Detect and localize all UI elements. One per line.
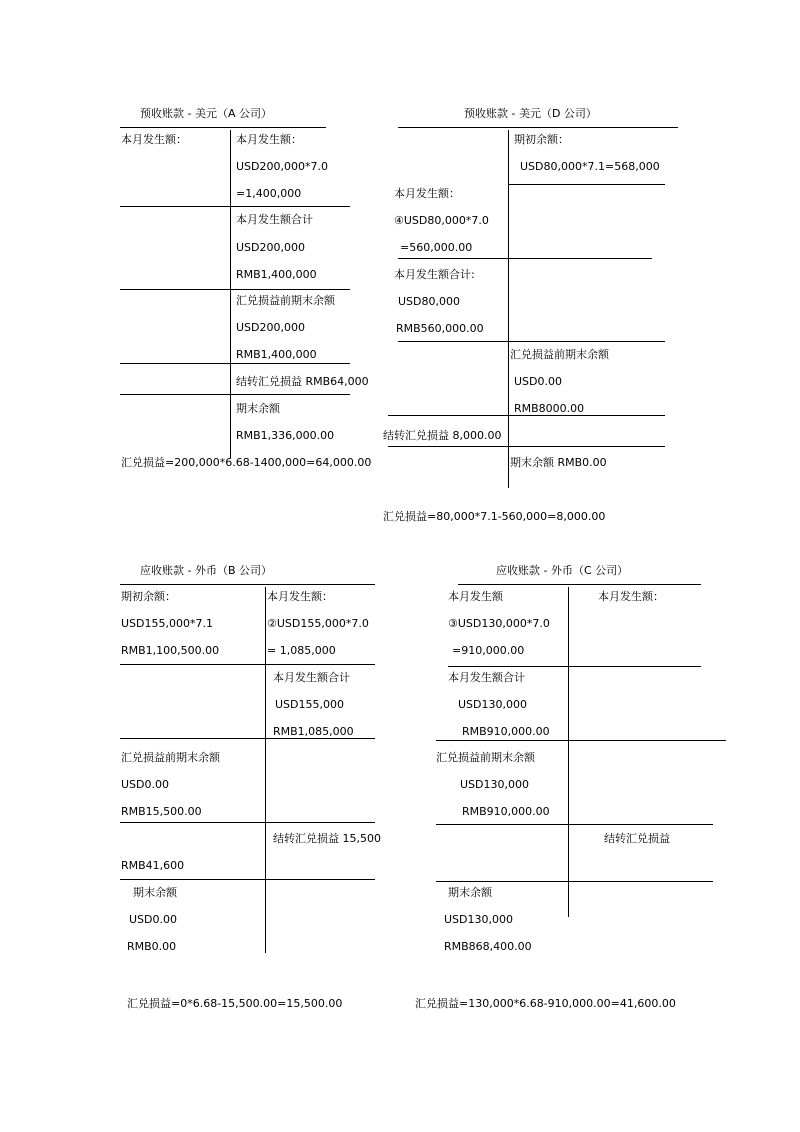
account-c-total-rmb: RMB910,000.00 bbox=[462, 725, 550, 738]
account-a-rule bbox=[120, 363, 350, 364]
account-a-total-label: 本月发生额合计 bbox=[236, 213, 313, 226]
account-a-end-balance-rmb: RMB1,336,000.00 bbox=[236, 429, 335, 442]
account-c-pre-balance-rmb: RMB910,000.00 bbox=[462, 805, 550, 818]
account-d-rule bbox=[398, 258, 652, 259]
account-d-transfer: 结转汇兑损益 8,000.00 bbox=[383, 429, 502, 442]
account-b-fx-calc: 汇兑损益=0*6.68-15,500.00=15,500.00 bbox=[127, 997, 343, 1010]
account-b-total-label: 本月发生额合计 bbox=[273, 671, 350, 684]
account-d-pre-balance-label: 汇兑损益前期末余额 bbox=[510, 348, 609, 361]
account-c-title: 应收账款 - 外币（C 公司） bbox=[496, 564, 629, 577]
account-a-rule bbox=[120, 394, 350, 395]
account-b-pre-balance-label: 汇兑损益前期末余额 bbox=[121, 751, 220, 764]
account-a-entry-result: =1,400,000 bbox=[236, 187, 302, 200]
account-c-entry-result: =910,000.00 bbox=[452, 644, 525, 657]
account-d-end-balance: 期末余额 RMB0.00 bbox=[510, 456, 607, 469]
account-d-opening-label: 期初余额： bbox=[514, 133, 569, 146]
account-b-transfer-amount: RMB41,600 bbox=[121, 859, 185, 872]
account-d-title: 预收账款 - 美元（D 公司） bbox=[464, 107, 597, 120]
account-a-t-divider bbox=[230, 130, 231, 458]
account-b-rule bbox=[120, 879, 375, 880]
account-a-entry-formula: USD200,000*7.0 bbox=[236, 160, 328, 173]
account-d-total-usd: USD80,000 bbox=[398, 295, 460, 308]
account-d-pre-balance-rmb: RMB8000.00 bbox=[514, 402, 585, 415]
account-c-rule bbox=[436, 824, 713, 825]
account-b-total-rmb: RMB1,085,000 bbox=[273, 725, 354, 738]
account-a-transfer: 结转汇兑损益 RMB64,000 bbox=[236, 375, 369, 388]
account-c-rule bbox=[436, 881, 713, 882]
account-c-entry-formula: ③USD130,000*7.0 bbox=[448, 617, 550, 630]
account-b-pre-balance-rmb: RMB15,500.00 bbox=[121, 805, 202, 818]
account-b-opening-usd: USD155,000*7.1 bbox=[121, 617, 213, 630]
account-d-total-label: 本月发生额合计: bbox=[394, 268, 475, 281]
account-c-total-usd: USD130,000 bbox=[458, 698, 527, 711]
account-b-transfer: 结转汇兑损益 15,500 bbox=[273, 832, 381, 845]
account-b-opening-rmb: RMB1,100,500.00 bbox=[121, 644, 220, 657]
account-d-rule bbox=[508, 184, 665, 185]
account-c-rule bbox=[436, 740, 726, 741]
account-d-rule bbox=[398, 341, 665, 342]
account-b-title: 应收账款 - 外币（B 公司） bbox=[140, 564, 273, 577]
account-a-pre-balance-usd: USD200,000 bbox=[236, 321, 305, 334]
account-c-t-divider bbox=[568, 587, 569, 917]
account-c-total-label: 本月发生额合计 bbox=[448, 671, 525, 684]
account-d-entry-result: =560,000.00 bbox=[400, 241, 473, 254]
account-c-end-balance-label: 期末余额 bbox=[448, 886, 492, 899]
account-c-end-balance-usd: USD130,000 bbox=[444, 913, 513, 926]
account-b-pre-balance-usd: USD0.00 bbox=[121, 778, 169, 791]
account-d-header-rule bbox=[398, 127, 678, 128]
account-b-right-header: 本月发生额： bbox=[267, 590, 333, 603]
account-c-pre-balance-label: 汇兑损益前期末余额 bbox=[436, 751, 535, 764]
account-a-right-header: 本月发生额： bbox=[236, 133, 302, 146]
account-c-transfer: 结转汇兑损益 bbox=[604, 832, 670, 845]
account-a-pre-balance-rmb: RMB1,400,000 bbox=[236, 348, 317, 361]
account-d-entry-formula: ④USD80,000*7.0 bbox=[394, 214, 489, 227]
account-b-rule bbox=[120, 664, 375, 665]
account-b-opening-label: 期初余额： bbox=[121, 590, 176, 603]
account-d-fx-calc: 汇兑损益=80,000*7.1-560,000=8,000.00 bbox=[383, 510, 606, 523]
account-c-pre-balance-usd: USD130,000 bbox=[460, 778, 529, 791]
account-d-rule bbox=[388, 415, 665, 416]
account-d-opening-value: USD80,000*7.1=568,000 bbox=[520, 160, 660, 173]
account-c-right-header: 本月发生额： bbox=[598, 590, 664, 603]
account-b-total-usd: USD155,000 bbox=[275, 698, 344, 711]
account-b-rule bbox=[120, 738, 375, 739]
account-a-rule bbox=[120, 289, 350, 290]
account-b-entry-formula: ②USD155,000*7.0 bbox=[267, 617, 369, 630]
account-b-end-balance-rmb: RMB0.00 bbox=[127, 940, 177, 953]
account-c-end-balance-rmb: RMB868,400.00 bbox=[444, 940, 532, 953]
account-d-pre-balance-usd: USD0.00 bbox=[514, 375, 562, 388]
account-d-entry-label: 本月发生额： bbox=[394, 187, 460, 200]
account-a-pre-balance-label: 汇兑损益前期末余额 bbox=[236, 294, 335, 307]
account-b-end-balance-usd: USD0.00 bbox=[129, 913, 177, 926]
account-c-left-header: 本月发生额 bbox=[448, 590, 503, 603]
account-c-header-rule bbox=[458, 584, 701, 585]
account-c-fx-calc: 汇兑损益=130,000*6.68-910,000.00=41,600.00 bbox=[415, 997, 676, 1010]
account-a-total-usd: USD200,000 bbox=[236, 241, 305, 254]
account-a-total-rmb: RMB1,400,000 bbox=[236, 268, 317, 281]
account-b-rule bbox=[120, 822, 375, 823]
account-b-header-rule bbox=[120, 584, 375, 585]
account-d-total-rmb: RMB560,000.00 bbox=[396, 322, 484, 335]
account-c-rule bbox=[448, 666, 701, 667]
account-a-fx-calc: 汇兑损益=200,000*6.68-1400,000=64,000.00 bbox=[121, 456, 372, 469]
account-a-rule bbox=[120, 206, 350, 207]
account-a-title: 预收账款 - 美元（A 公司） bbox=[140, 107, 272, 120]
account-a-left-header: 本月发生额： bbox=[121, 133, 187, 146]
account-d-rule bbox=[388, 446, 665, 447]
account-a-end-balance-label: 期末余额 bbox=[236, 402, 280, 415]
account-a-header-rule bbox=[120, 127, 326, 128]
account-b-entry-result: = 1,085,000 bbox=[267, 644, 336, 657]
account-b-end-balance-label: 期末余额 bbox=[133, 886, 177, 899]
account-b-t-divider bbox=[265, 587, 266, 953]
